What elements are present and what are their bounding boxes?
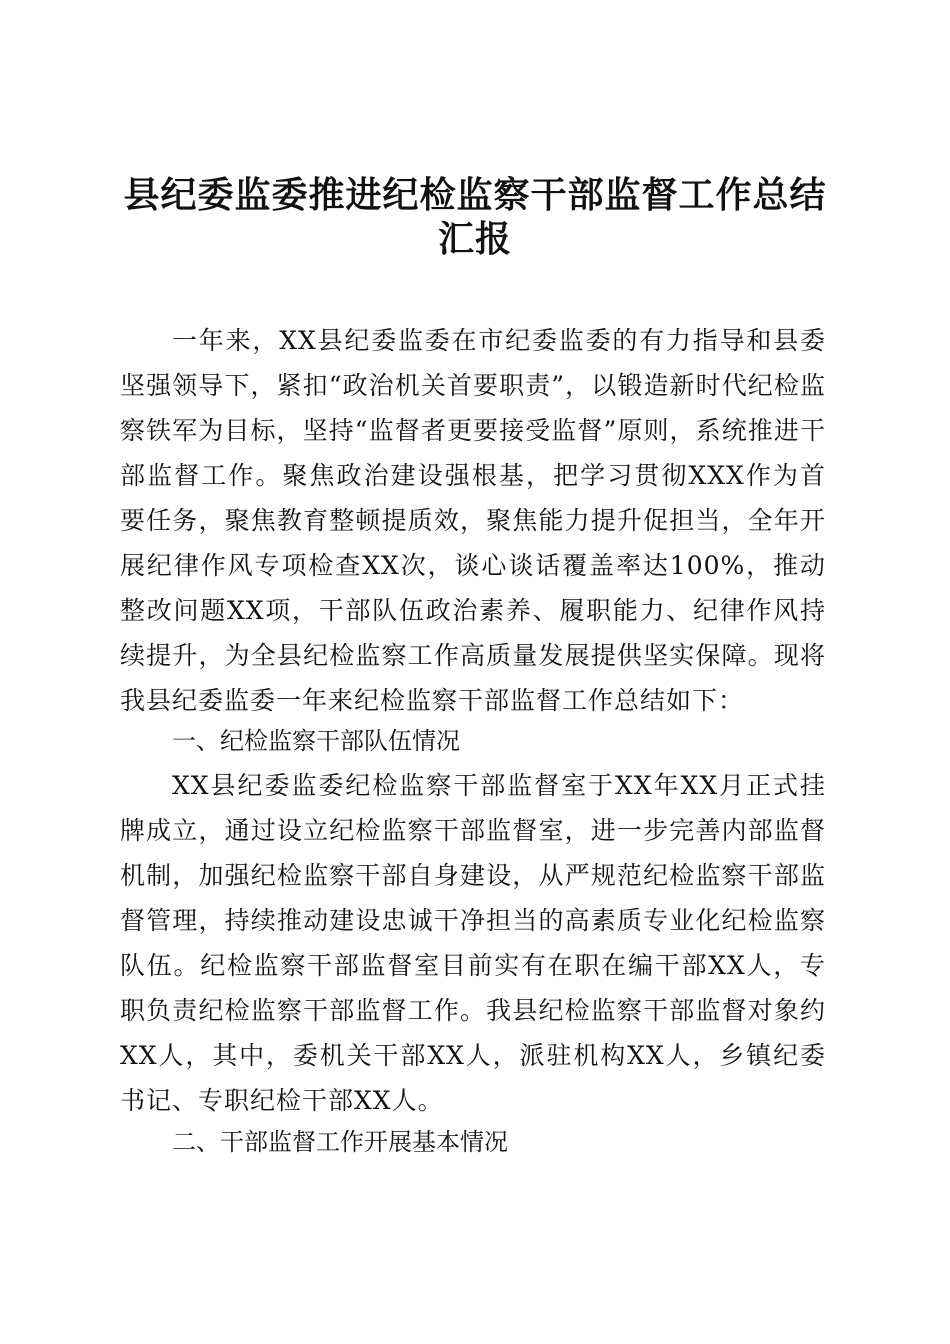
intro-paragraph: 一年来，XX县纪委监委在市纪委监委的有力指导和县委坚强领导下，紧扣“政治机关首要职责”，以锻造新时代纪检监察铁军为目标，坚持“监督者更要接受监督”原则，系统推进干部监督工作。聚焦政治建设强根基，把学习贯彻XXX作为首要任务，聚焦教育整顿提质效，聚焦能力提升促担当，全年开展纪律作风专项检查XX次，谈心谈话覆盖率达100%，推动整改问题XX项，干部队伍政治素养、履职能力、纪律作风持续提升，为全县纪检监察工作高质量发展提供坚实保障。现将我县纪委监委一年来纪检监察干部监督工作总结如下： (120, 326, 826, 715)
section-1-paragraph: XX县纪委监委纪检监察干部监督室于XX年XX月正式挂牌成立，通过设立纪检监察干部监督室，进一步完善内部监督机制，加强纪检监察干部自身建设，从严规范纪检监察干部监督管理，持续推动建设忠诚干净担当的高素质专业化纪检监察队伍。纪检监察干部监督室目前实有在职在编干部XX人，专职负责纪检监察干部监督工作。我县纪检监察干部监督对象约XX人，其中，委机关干部XX人，派驻机构XX人，乡镇纪委书记、专职纪检干部XX人。 (120, 771, 826, 1115)
section-heading-1: 一、纪检监察干部队伍情况 (172, 727, 460, 755)
document-title: 县纪委监委推进纪检监察干部监督工作总结汇报 (123, 175, 827, 260)
section-heading-2: 二、干部监督工作开展基本情况 (172, 1128, 508, 1156)
